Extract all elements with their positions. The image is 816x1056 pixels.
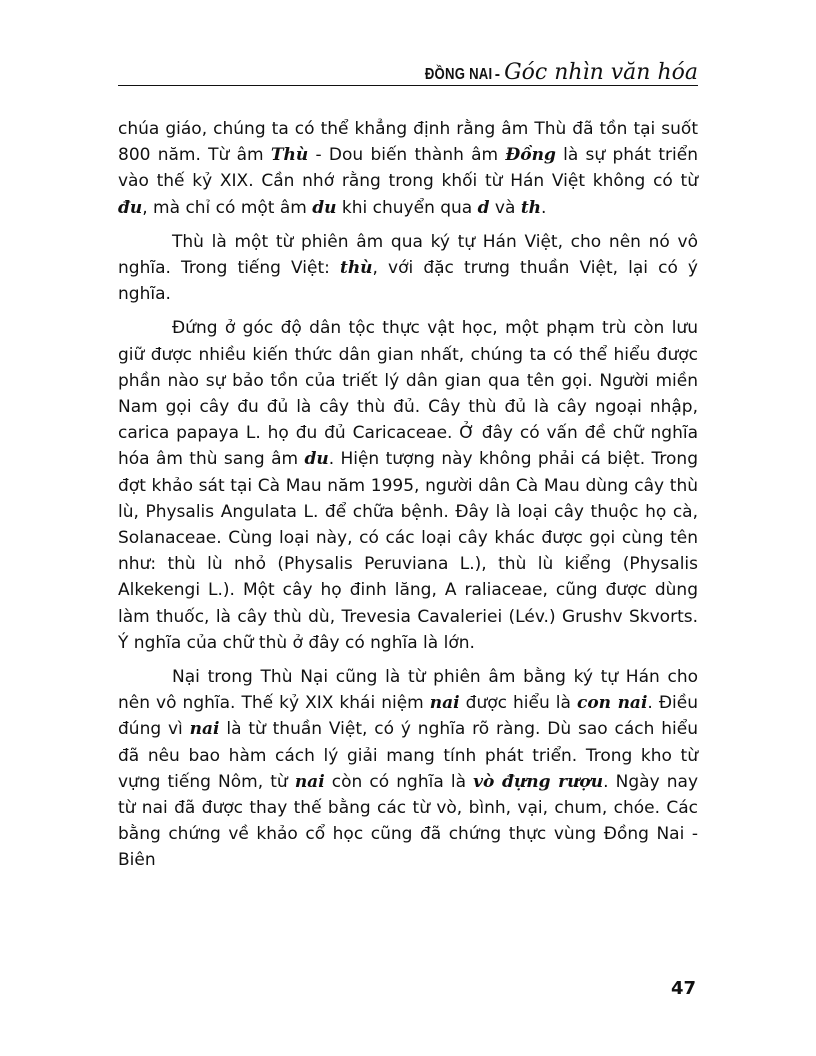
text-run: còn có nghĩa là (324, 771, 474, 792)
running-header (118, 50, 698, 92)
text-run: là sự phát triển vào thế kỷ XIX. Cần nhớ rằng trong khối từ Hán Việt không có từ (118, 145, 698, 192)
emphasized-term: Thù (270, 145, 309, 166)
text-run: . Ngày nay từ nai đã được thay thế bằng các từ vò, bình, vại, chum, chóe. Các bằng chứng về khảo cổ học cũng đã chứng thực vùng Đồng Nai - Biên (118, 771, 699, 871)
emphasized-term: vò đựng rượu (473, 771, 604, 792)
text-run: khi chuyển qua (336, 197, 478, 218)
text-run: chúa giáo, chúng ta có thể khẳng định rằng âm Thù đã tồn tại suốt 800 năm. Từ âm (118, 119, 698, 166)
paragraph (118, 664, 698, 874)
text-run: . Điều đúng vì (118, 693, 698, 740)
text-run: Thù là một từ phiên âm qua ký tự Hán Việt, cho nên nó vô nghĩa. Trong tiếng Việt: (118, 231, 698, 279)
text-run: - Dou biến thành âm (308, 145, 506, 166)
page-number: 47 (670, 978, 696, 999)
paragraph (118, 229, 698, 308)
text-run: là từ thuần Việt, có ý nghĩa rõ ràng. Dù sao cách hiểu đã nêu bao hàm cách lý giải mang tính phát triển. Trong kho từ vựng tiếng Nôm, từ (118, 719, 698, 792)
emphasized-term: nai (429, 693, 460, 714)
emphasized-term: th (520, 197, 542, 218)
emphasized-term: thù (339, 258, 373, 279)
header-subtitle: Góc nhìn văn hóa (504, 60, 698, 85)
emphasized-term: Đồng (505, 145, 556, 166)
text-run: Đứng ở góc độ dân tộc thực vật học, một phạm trù còn lưu giữ được nhiều kiến thức dân gian nhất, chúng ta có thể hiểu được phần nào sự bảo tồn của triết lý dân gian qua tên gọi. Người miền Nam gọi cây đu đủ là cây thù đủ. Cây thù đủ là cây ngoại nhập, carica papaya L. họ đu đủ Caricaceae. Ở đây có vấn đề chữ nghĩa hóa âm thù sang âm (118, 318, 698, 470)
text-run: được hiểu là (459, 693, 577, 714)
body-text (118, 116, 698, 882)
emphasized-term: nai (189, 719, 220, 740)
text-run: , mà chỉ có một âm (142, 197, 313, 218)
paragraph (118, 116, 698, 221)
header-title (404, 60, 698, 85)
header-rule (118, 85, 698, 86)
text-run: và (489, 197, 521, 218)
header-separator: - (494, 66, 501, 83)
emphasized-term: du (304, 449, 329, 470)
series-title: ĐỒNG NAI (425, 66, 493, 83)
emphasized-term: d (477, 197, 490, 218)
text-run: Nại trong Thù Nại cũng là từ phiên âm bằng ký tự Hán cho nên vô nghĩa. Thế kỷ XIX khái niệm (118, 667, 698, 714)
text-run: . Hiện tượng này không phải cá biệt. Trong đợt khảo sát tại Cà Mau năm 1995, người dân Cà Mau dùng cây thù lù, Physalis Angulata L. để chữa bệnh. Đây là loại cây thuộc họ cà, Solanaceae. Cùng loại này, có các loại cây khác được gọi cùng tên như: thù lù nhỏ (Physalis Peruviana L.), thù lù kiểng (Physalis Alkekengi L.). Một cây họ đinh lăng, A raliaceae, cũng được dùng làm thuốc, là cây thù dù, Trevesia Cavaleriei (Lév.) Grushv Skvorts. Ý nghĩa của chữ thù ở đây có nghĩa là lớn. (118, 449, 698, 653)
emphasized-term: nai (294, 771, 325, 792)
text-run: . (541, 197, 547, 218)
emphasized-term: du (312, 197, 337, 218)
emphasized-term: con nai (576, 693, 648, 714)
paragraph (118, 315, 698, 656)
text-run: , với đặc trưng thuần Việt, lại có ý nghĩa. (118, 258, 698, 305)
emphasized-term: đu (118, 197, 143, 218)
